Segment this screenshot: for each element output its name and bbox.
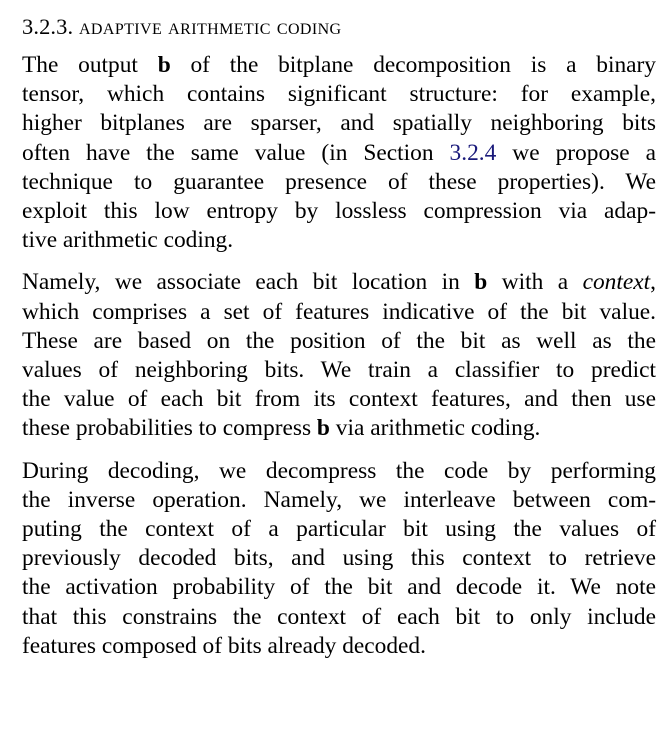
- text-run: which comprises a set of features indicative of the bit value.: [22, 298, 656, 325]
- text-run: the value of each bit from its context features, and then use: [22, 386, 656, 413]
- section-cross-reference-link[interactable]: 3.2.4: [449, 139, 497, 166]
- text-run: features composed of bits already decoded.: [22, 632, 426, 659]
- text-line: [22, 457, 656, 486]
- emphasized-term: context: [582, 269, 651, 296]
- text-run: often have the same value (in Section: [22, 139, 450, 166]
- section-title: adaptive arithmetic coding: [78, 14, 342, 39]
- text-line: [22, 80, 656, 109]
- math-symbol: b: [316, 415, 330, 442]
- text-line: [22, 414, 656, 443]
- text-run: via arithmetic coding.: [329, 415, 541, 442]
- text-run: higher bitplanes are sparser, and spatially neighboring bits: [22, 110, 656, 137]
- text-line: [22, 385, 656, 414]
- text-run: Namely, we associate each bit location in: [22, 269, 475, 296]
- text-run: ,: [650, 269, 657, 296]
- text-line: [22, 632, 656, 661]
- text-line: [22, 109, 656, 138]
- text-run: These are based on the position of the bit as well as the: [22, 327, 656, 354]
- text-run: previously decoded bits, and using this context to retrieve: [22, 545, 656, 572]
- text-run: values of neighboring bits. We train a classifier to predict: [22, 357, 656, 384]
- page-content-column: [22, 12, 656, 661]
- text-line: [22, 298, 656, 327]
- text-run: exploit this low entropy by lossless compression via adap-: [22, 198, 656, 225]
- text-line: [22, 356, 656, 385]
- text-run: the activation probability of the bit and decode it. We note: [22, 574, 656, 601]
- text-line: [22, 139, 656, 168]
- section-number: 3.2.3.: [22, 14, 74, 39]
- section-heading: [22, 12, 656, 42]
- text-line: [22, 573, 656, 602]
- text-line: [22, 544, 656, 573]
- text-line: [22, 268, 656, 297]
- text-line: [22, 327, 656, 356]
- body-paragraph: [22, 51, 656, 255]
- text-run: with a: [487, 269, 583, 296]
- text-line: [22, 515, 656, 544]
- text-run: these probabilities to compress: [22, 415, 317, 442]
- text-line: [22, 226, 656, 255]
- text-run: tensor, which contains significant structure: for example,: [22, 81, 656, 108]
- body-paragraph: [22, 457, 656, 661]
- text-run: the inverse operation. Namely, we interleave between com-: [22, 486, 656, 513]
- text-line: [22, 603, 656, 632]
- text-run: tive arithmetic coding.: [22, 227, 234, 254]
- text-run: During decoding, we decompress the code by performing: [22, 457, 656, 484]
- text-run: puting the context of a particular bit using the values of: [22, 516, 656, 543]
- text-run: technique to guarantee presence of these properties). We: [22, 168, 656, 195]
- text-line: [22, 197, 656, 226]
- paragraph-list: [22, 51, 656, 661]
- body-paragraph: [22, 268, 656, 443]
- text-run: that this constrains the context of each bit to only include: [22, 603, 656, 630]
- text-line: [22, 168, 656, 197]
- text-run: The output: [22, 52, 158, 78]
- math-symbol: b: [474, 269, 488, 296]
- text-line: [22, 51, 656, 80]
- math-symbol: b: [157, 52, 171, 78]
- text-line: [22, 486, 656, 515]
- text-run: we propose a: [496, 139, 656, 166]
- text-run: of the bitplane decomposition is a binary: [170, 52, 657, 78]
